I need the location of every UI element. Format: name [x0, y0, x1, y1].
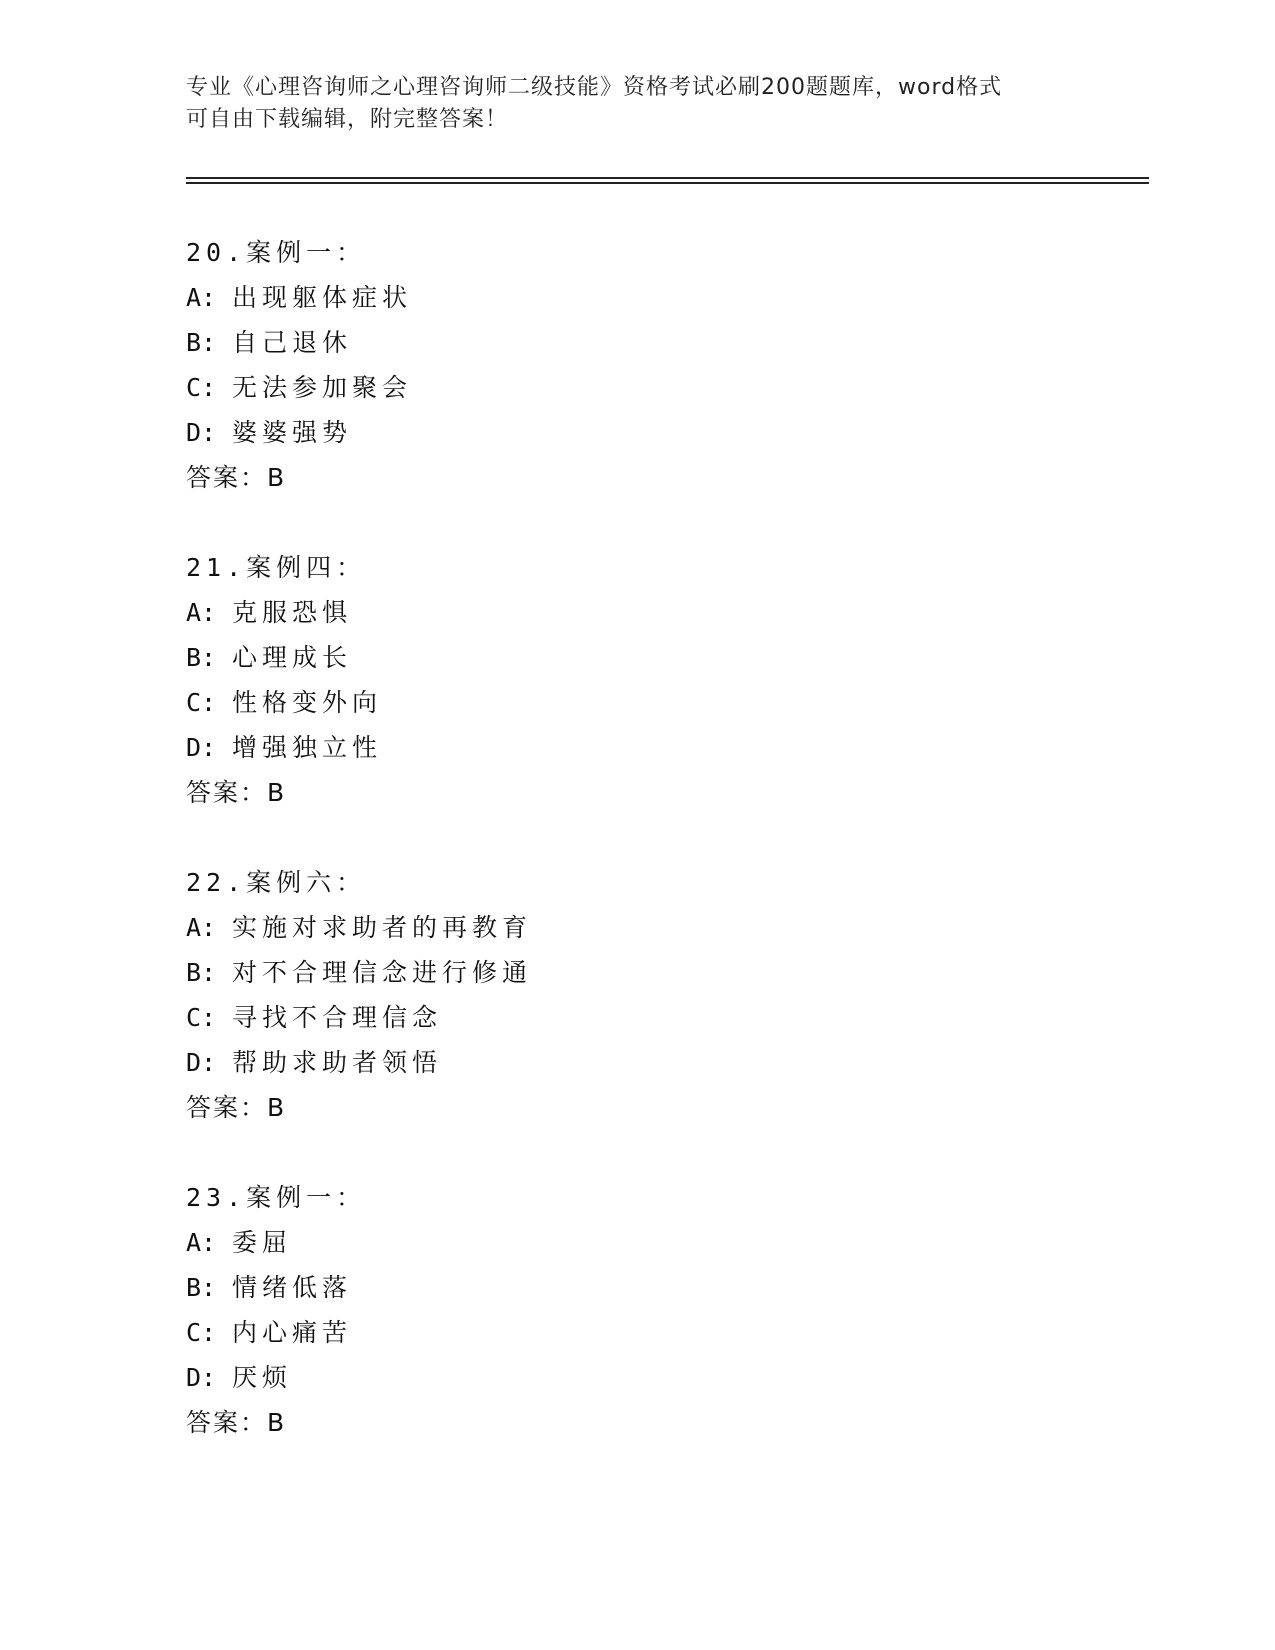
- option-letter: C:: [186, 373, 217, 402]
- option-d: [186, 725, 1086, 770]
- option-text: 情绪低落: [232, 1273, 353, 1302]
- option-letter: B:: [186, 328, 217, 357]
- option-text: 心理成长: [232, 643, 353, 672]
- option-d: [186, 1355, 1086, 1400]
- header-line-2: 可自由下载编辑，附完整答案！: [186, 107, 509, 132]
- option-text: 厌烦: [232, 1363, 293, 1392]
- answer-line: 答案：B: [186, 1408, 287, 1437]
- answer-line: 答案：B: [186, 463, 287, 492]
- answer-line: 答案：B: [186, 778, 287, 807]
- option-b: [186, 635, 1086, 680]
- option-text: 对不合理信念进行修通: [232, 958, 533, 987]
- header-line-1: 专业《心理咨询师之心理咨询师二级技能》资格考试必刷200题题库，word格式: [186, 75, 1003, 100]
- option-letter: C:: [186, 688, 217, 717]
- option-letter: A:: [186, 283, 217, 312]
- question-block: [186, 1175, 1086, 1445]
- option-d: [186, 1040, 1086, 1085]
- option-letter: C:: [186, 1318, 217, 1347]
- option-c: [186, 995, 1086, 1040]
- option-c: [186, 365, 1086, 410]
- option-b: [186, 320, 1086, 365]
- answer-line: 答案：B: [186, 1093, 287, 1122]
- option-text: 内心痛苦: [232, 1318, 353, 1347]
- option-a: [186, 275, 1086, 320]
- option-letter: A:: [186, 598, 217, 627]
- option-text: 出现躯体症状: [232, 283, 413, 312]
- header-divider-top: [186, 177, 1149, 179]
- option-text: 性格变外向: [232, 688, 383, 717]
- option-letter: A:: [186, 1228, 217, 1257]
- question-title: 22.案例六：: [186, 868, 367, 897]
- option-a: [186, 905, 1086, 950]
- option-letter: B:: [186, 643, 217, 672]
- question-title: 21.案例四：: [186, 553, 367, 582]
- question-block: [186, 545, 1086, 815]
- option-a: [186, 590, 1086, 635]
- option-letter: D:: [186, 1363, 217, 1392]
- option-text: 帮助求助者领悟: [232, 1048, 443, 1077]
- option-c: [186, 1310, 1086, 1355]
- option-text: 婆婆强势: [232, 418, 353, 447]
- question-block: [186, 860, 1086, 1130]
- question-title: 23.案例一：: [186, 1183, 367, 1212]
- option-text: 委屈: [232, 1228, 293, 1257]
- option-letter: D:: [186, 1048, 217, 1077]
- option-letter: B:: [186, 958, 217, 987]
- option-a: [186, 1220, 1086, 1265]
- document-header: [186, 72, 1086, 136]
- option-b: [186, 1265, 1086, 1310]
- option-letter: D:: [186, 418, 217, 447]
- option-letter: A:: [186, 913, 217, 942]
- option-letter: D:: [186, 733, 217, 762]
- option-letter: B:: [186, 1273, 217, 1302]
- option-text: 增强独立性: [232, 733, 383, 762]
- option-text: 克服恐惧: [232, 598, 353, 627]
- option-d: [186, 410, 1086, 455]
- question-title: 20.案例一：: [186, 238, 367, 267]
- option-text: 寻找不合理信念: [232, 1003, 443, 1032]
- option-text: 实施对求助者的再教育: [232, 913, 533, 942]
- option-text: 无法参加聚会: [232, 373, 413, 402]
- option-text: 自己退休: [232, 328, 353, 357]
- option-letter: C:: [186, 1003, 217, 1032]
- option-b: [186, 950, 1086, 995]
- option-c: [186, 680, 1086, 725]
- header-divider-bottom: [186, 182, 1149, 184]
- question-block: [186, 230, 1086, 500]
